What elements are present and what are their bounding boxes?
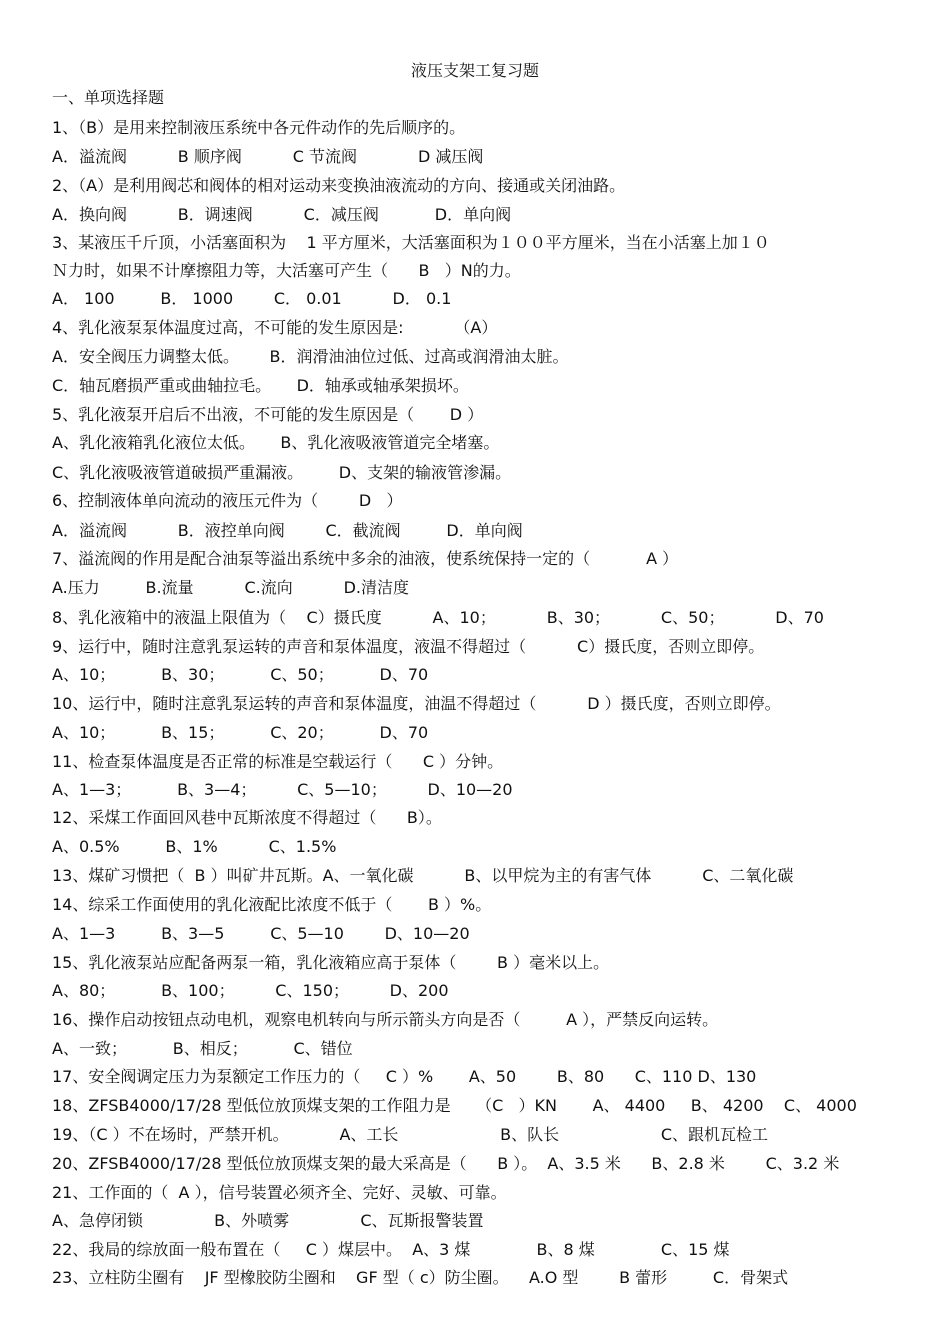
text-line: 20、ZFSB4000/17/28 型低位放顶煤支架的最大采高是（ B ）。 A、3.5 米 B、2.8 米 C、3.2 米 [52,1154,840,1173]
text-line: A、80； B、100； C、150； D、200 [52,981,449,1000]
section-heading: 一、单项选择题 [52,88,165,107]
text-line: 22、我局的综放面一般布置在（ C ）煤层中。 A、3 煤 B、8 煤 C、15 煤 [52,1240,730,1259]
text-line: 16、操作启动按钮点动电机，观察电机转向与所示箭头方向是否（ A ），严禁反向运转。 [52,1010,719,1029]
text-line: 6、控制液体单向流动的液压元件为（ D ） [52,491,403,510]
text-line: 19、（C ）不在场时，严禁开机。 A、工长 B、队长 C、跟机瓦检工 [52,1125,769,1144]
text-line: A、1—3 B、3—5 C、5—10 D、10—20 [52,924,470,943]
text-line: 9、运行中，随时注意乳泵运转的声音和泵体温度，液温不得超过（ C）摄氏度，否则立即停。 [52,637,765,656]
text-line: A、乳化液箱乳化液位太低。 B、乳化液吸液管道完全堵塞。 [52,433,500,452]
text-line: A、一致； B、相反； C、错位 [52,1039,353,1058]
text-line: 3、某液压千斤顶，小活塞面积为 1 平方厘米，大活塞面积为１００平方厘米，当在小活塞上加１０ [52,233,770,252]
text-line: 2、（A）是利用阀芯和阀体的相对运动来变换油液流动的方向、接通或关闭油路。 [52,176,626,195]
text-line: 12、采煤工作面回风巷中瓦斯浓度不得超过（ B）。 [52,808,442,827]
text-line: A．溢流阀 B 顺序阀 C 节流阀 D 减压阀 [52,147,484,166]
text-line: A．换向阀 B．调速阀 C．减压阀 D．单向阀 [52,205,512,224]
text-line: 8、乳化液箱中的液温上限值为（ C）摄氏度 A、10； B、30； C、50； D、70 [52,608,824,627]
text-line: Ｎ力时，如果不计摩擦阻力等，大活塞可产生（ B ）N的力。 [52,261,521,280]
text-line: 18、ZFSB4000/17/28 型低位放顶煤支架的工作阻力是 （C ）KN A、 4400 B、 4200 C、 4000 [52,1096,857,1115]
text-line: 1、（B）是用来控制液压系统中各元件动作的先后顺序的。 [52,118,466,137]
text-line: A、0.5% B、1% C、1.5% [52,837,337,856]
text-line: 13、煤矿习惯把（ B ）叫矿井瓦斯。A、一氧化碳 B、以甲烷为主的有害气体 C、二氧化碳 [52,866,794,885]
text-line: C．轴瓦磨损严重或曲轴拉毛。 D．轴承或轴承架损坏。 [52,376,469,395]
text-line: 14、综采工作面使用的乳化液配比浓度不低于（ B ）%。 [52,895,492,914]
text-line: A、10； B、30； C、50； D、70 [52,665,429,684]
text-line: 11、检查泵体温度是否正常的标准是空载运行（ C ）分钟。 [52,752,504,771]
text-line: 4、乳化液泵泵体温度过高，不可能的发生原因是: （A） [52,318,498,337]
text-line: A、急停闭锁 B、外喷雾 C、瓦斯报警装置 [52,1211,484,1230]
text-line: A、1—3； B、3—4； C、5—10； D、10—20 [52,780,513,799]
text-line: 15、乳化液泵站应配备两泵一箱，乳化液箱应高于泵体（ B ）毫米以上。 [52,953,610,972]
text-line: 7、溢流阀的作用是配合油泵等溢出系统中多余的油液，使系统保持一定的（ A ） [52,549,679,568]
text-line: A、10； B、15； C、20； D、70 [52,723,429,742]
text-line: A．安全阀压力调整太低。 B．润滑油油位过低、过高或润滑油太脏。 [52,347,569,366]
text-line: 10、运行中，随时注意乳泵运转的声音和泵体温度，油温不得超过（ D ）摄氏度，否则立即停。 [52,694,781,713]
text-line: A．溢流阀 B．液控单向阀 C．截流阀 D．单向阀 [52,521,523,540]
page-title: 液压支架工复习题 [410,61,539,80]
text-line: C、乳化液吸液管道破损严重漏液。 D、支架的输液管渗漏。 [52,463,512,482]
text-line: 23、立柱防尘圈有 JF 型橡胶防尘圈和 GF 型（ c）防尘圈。 A.O 型 B 蕾形 C．骨架式 [52,1268,789,1287]
text-line: 21、工作面的（ A ），信号装置必须齐全、完好、灵敏、可靠。 [52,1183,507,1202]
text-line: A． 100 B． 1000 C． 0.01 D． 0.1 [52,289,452,308]
text-line: 5、乳化液泵开启后不出液，不可能的发生原因是（ D ） [52,405,484,424]
text-line: 17、安全阀调定压力为泵额定工作压力的（ C ）% A、50 B、80 C、110 D、130 [52,1067,757,1086]
text-line: A.压力 B.流量 C.流向 D.清洁度 [52,578,409,597]
